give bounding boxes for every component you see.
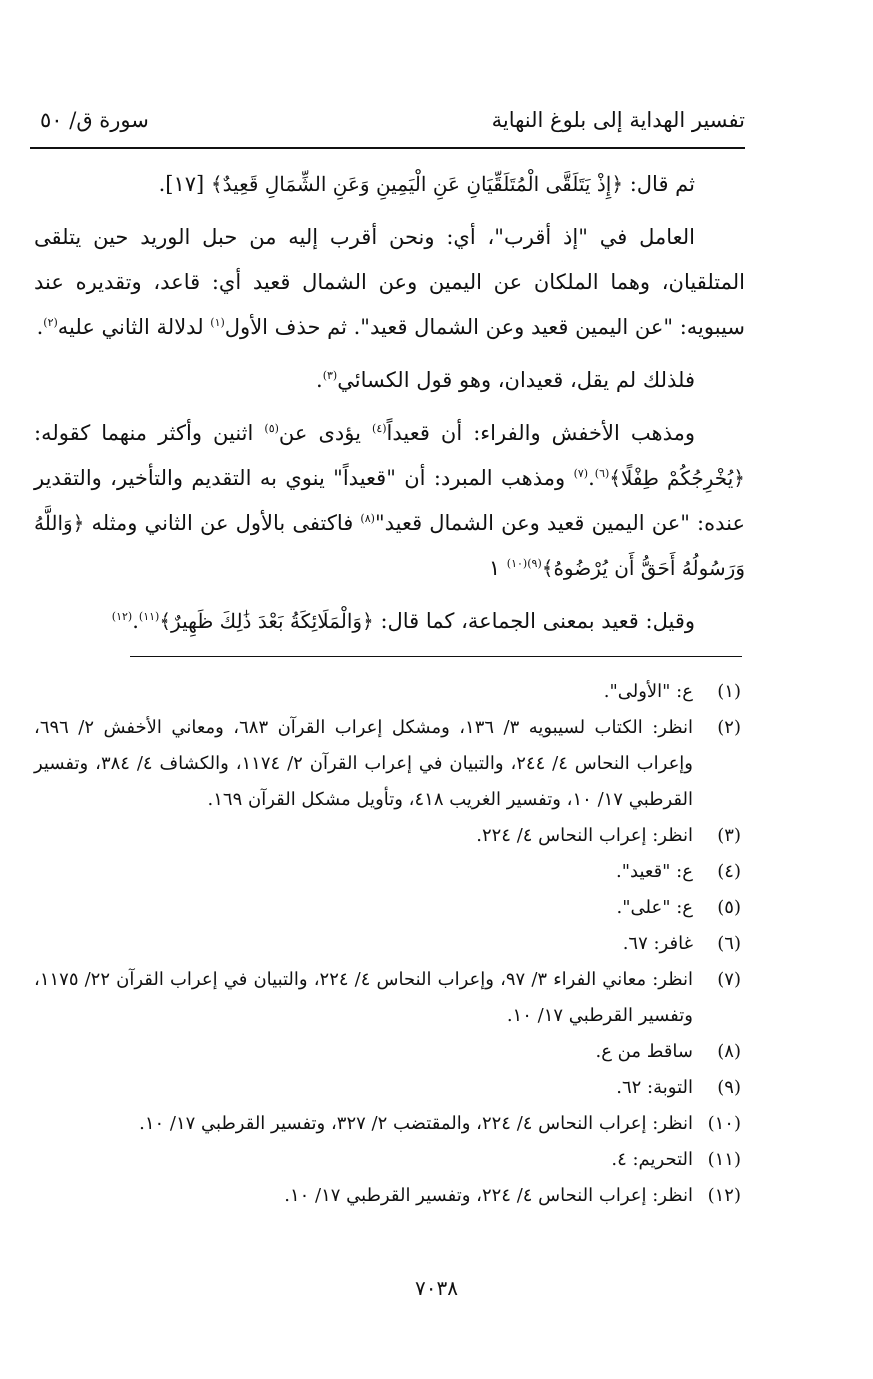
paragraph-akhfash xyxy=(34,411,745,591)
paragraph-text: ومذهب المبرد: أن "قعيداً" ينوي به التقديم والتأخير، والتقدير عنده: "عن اليمين قعيد وعن الشمال قعيد" xyxy=(34,466,745,535)
footnote-text: ساقط من ع. xyxy=(595,1041,693,1062)
paragraph-text: . xyxy=(36,315,44,339)
paragraph-text: فلذلك لم يقل، قعيدان، وهو قول الكسائي xyxy=(337,368,695,392)
footnotes xyxy=(34,674,741,1214)
footnote-number: (٣) xyxy=(717,825,741,846)
paragraph-text: وقيل: قعيد بمعنى الجماعة، كما قال: xyxy=(373,609,695,633)
footnote-text: انظر: إعراب النحاس ٤/ ٢٢٤، وتفسير القرطبي ١٧/ ١٠. xyxy=(284,1185,693,1206)
footnote-text: التحريم: ٤. xyxy=(611,1149,693,1170)
quran-verse: ﴿وَاللَّهُ وَرَسُولُهُ أَحَقُّ أَن يُرْضُوهُ﴾ xyxy=(34,511,745,580)
footnote-number: (١٠) xyxy=(707,1113,741,1134)
paragraph-text: . xyxy=(588,466,595,490)
footnote xyxy=(34,1106,741,1142)
lead-text: ثم قال: xyxy=(623,172,695,196)
paragraph-text: ١ xyxy=(488,556,507,580)
paragraph-text: لدلالة الثاني عليه xyxy=(57,315,211,339)
footnote-marker-8[interactable]: (٨) xyxy=(360,512,375,525)
paragraph-text: يؤدى عن xyxy=(278,421,373,445)
footnote xyxy=(34,854,741,890)
running-header-surah: سورة ق/ ٥٠ xyxy=(40,108,149,132)
footnote-text: ع: "على". xyxy=(616,897,693,918)
quran-verse: ﴿وَالْمَلَائِكَةُ بَعْدَ ذَٰلِكَ ظَهِيرٌ﴾ xyxy=(159,609,374,633)
footnote-number: (٨) xyxy=(717,1041,741,1062)
paragraph-sibawayh xyxy=(34,215,745,350)
footnote-text: ع: "الأولى". xyxy=(603,681,693,702)
footnote-number: (٥) xyxy=(717,897,741,918)
paragraph-text: فاكتفى بالأول عن الثاني ومثله xyxy=(84,511,361,535)
footnote-marker-7[interactable]: (٧) xyxy=(573,467,589,480)
footnote-text: انظر: الكتاب لسيبويه ٣/ ١٣٦، ومشكل إعراب القرآن ٦٨٣، ومعاني الأخفش ٢/ ٦٩٦، وإعراب النحاس ٤/ ٢٤٤، والتبيان في إعراب القرآن ٢/ ١١٧٤، والكشاف ٤/ ٣٨٤، وتفسير القرطبي ١٧/ ١٠، وتفسير الغريب ٤١٨، وتأويل مشكل القرآن ١٦٩. xyxy=(34,717,693,810)
running-header-title: تفسير الهداية إلى بلوغ النهاية xyxy=(491,108,745,132)
footnote-marker-9[interactable]: (٩) xyxy=(527,557,542,570)
footnote xyxy=(34,818,741,854)
footnote-marker-3[interactable]: (٣) xyxy=(322,369,338,382)
footnote-number: (٧) xyxy=(717,969,741,990)
footnote-marker-4[interactable]: (٤) xyxy=(372,422,387,435)
footnote-marker-11[interactable]: (١١) xyxy=(138,610,160,623)
footnote xyxy=(34,1034,741,1070)
paragraph-jamaa xyxy=(34,599,745,644)
footnote-marker-2[interactable]: (٢) xyxy=(43,316,58,329)
verse-ref: [١٧]. xyxy=(158,172,211,196)
footnote-marker-5[interactable]: (٥) xyxy=(264,422,279,435)
footnote-text: انظر: إعراب النحاس ٤/ ٢٢٤. xyxy=(476,825,693,846)
footnote xyxy=(34,926,741,962)
quran-verse: ﴿يُخْرِجُكُمْ طِفْلًا﴾ xyxy=(609,466,745,490)
footnote xyxy=(34,710,741,818)
paragraph-text: العامل في "إذ أقرب"، أي: ونحن أقرب إليه من حبل الوريد حين يتلقى المتلقيان، وهما الملكان عن اليمين وعن الشمال قعيد أي: قاعد، وتقديره عند سيبويه: "عن اليمين قعيد وعن الشمال قعيد". ثم حذف الأول xyxy=(34,225,745,339)
footnote-number: (١) xyxy=(717,681,741,702)
paragraph-kisai xyxy=(34,358,745,403)
paragraph-text: . xyxy=(132,609,139,633)
footnote-marker-10[interactable]: (١٠) xyxy=(506,557,528,570)
page-number: ٧٠٣٨ xyxy=(415,1276,458,1300)
footnote xyxy=(34,1070,741,1106)
footnote xyxy=(34,674,741,710)
paragraph-text: ومذهب الأخفش والفراء: أن قعيداً xyxy=(386,421,695,445)
header-rule xyxy=(30,147,745,149)
footnote-text: انظر: معاني الفراء ٣/ ٩٧، وإعراب النحاس ٤/ ٢٢٤، والتبيان في إعراب القرآن ٢٢/ ١١٧٥، وتفسير القرطبي ١٧/ ١٠. xyxy=(34,969,694,1026)
footnote-marker-6[interactable]: (٦) xyxy=(594,467,610,480)
footnote xyxy=(34,1142,741,1178)
footnote-separator xyxy=(130,656,742,657)
footnote-text: التوبة: ٦٢. xyxy=(616,1077,693,1098)
footnote-text: انظر: إعراب النحاس ٤/ ٢٢٤، والمقتضب ٢/ ٣٢٧، وتفسير القرطبي ١٧/ ١٠. xyxy=(139,1113,693,1134)
footnote-number: (١١) xyxy=(707,1149,741,1170)
footnote-number: (١٢) xyxy=(707,1185,741,1206)
main-text xyxy=(34,162,745,652)
footnote-text: ع: "قعيد". xyxy=(616,861,693,882)
footnote xyxy=(34,962,741,1034)
footnote-number: (٩) xyxy=(717,1077,741,1098)
footnote-marker-1[interactable]: (١) xyxy=(210,316,225,329)
paragraph-text: اثنين وأكثر منهما كقوله: xyxy=(34,421,265,445)
paragraph-verse-quote xyxy=(34,162,745,207)
footnote-number: (٢) xyxy=(717,717,741,738)
quran-verse: ﴿إِذْ يَتَلَقَّى الْمُتَلَقِّيَانِ عَنِ الْيَمِينِ وَعَنِ الشِّمَالِ قَعِيدٌ﴾ xyxy=(210,172,624,196)
footnote xyxy=(34,1178,741,1214)
footnote xyxy=(34,890,741,926)
footnote-number: (٦) xyxy=(717,933,741,954)
footnote-marker-12[interactable]: (١٢) xyxy=(111,610,133,623)
footnote-number: (٤) xyxy=(717,861,741,882)
paragraph-text: . xyxy=(316,368,323,392)
footnote-text: غافر: ٦٧. xyxy=(622,933,693,954)
